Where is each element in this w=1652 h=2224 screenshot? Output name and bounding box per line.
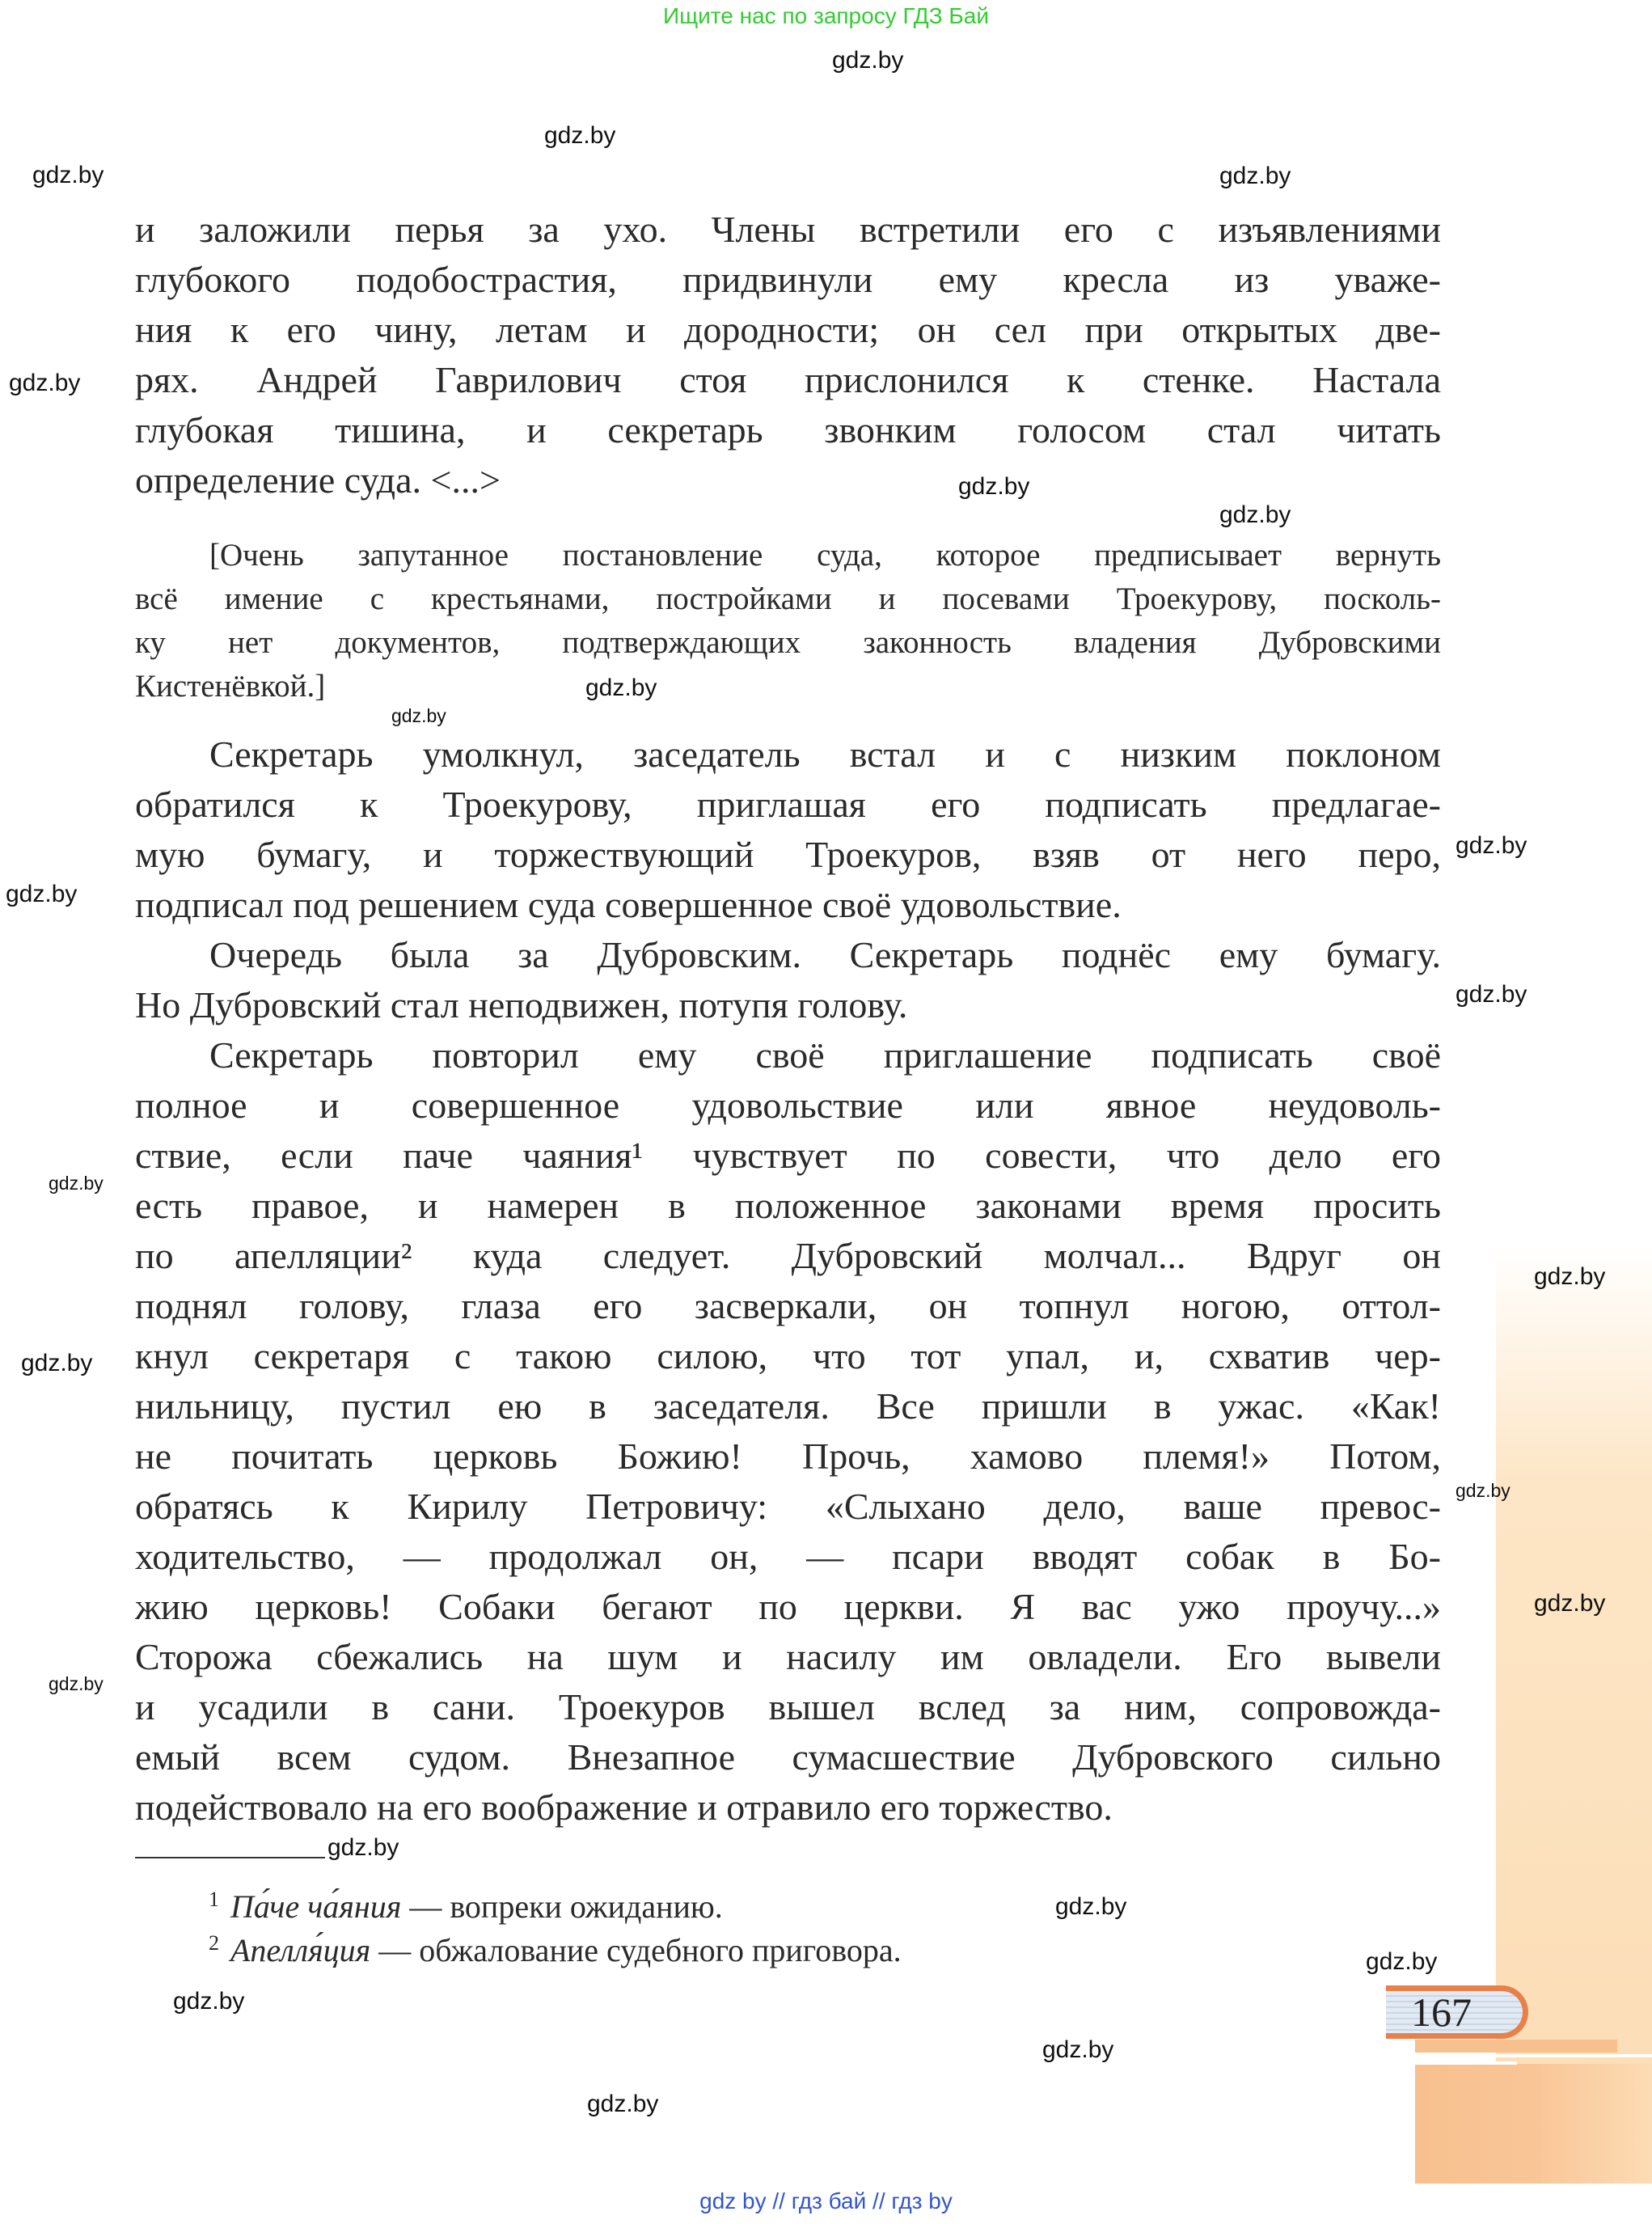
watermark: gdz.by	[1456, 981, 1527, 1008]
text-line: не почитать церковь Божию! Прочь, хамово племя!» Потом,	[135, 1435, 1441, 1477]
text-line: Секретарь повторил ему своё приглашение подписать своё	[209, 1034, 1441, 1076]
watermark: gdz.by	[49, 1673, 104, 1694]
footnote-term: Па́че ча́яния	[230, 1888, 402, 1925]
text-line: определение суда. <...>	[135, 459, 501, 501]
summary-line: Кистенёвкой.]	[135, 669, 326, 704]
footnote-rule	[135, 1857, 325, 1858]
watermark: gdz.by	[832, 47, 904, 74]
footnote-definition: — вопреки ожиданию.	[401, 1888, 723, 1925]
watermark: gdz.by	[1042, 2036, 1114, 2063]
watermark: gdz.by	[1456, 832, 1527, 859]
watermark: gdz.by	[544, 122, 616, 149]
text-line: подписал под решением суда совершенное своё удовольствие.	[135, 884, 1122, 925]
summary-bracket	[135, 534, 1441, 708]
text-line: подействовало на его воображение и отравило его торжество.	[135, 1786, 1113, 1828]
watermark: gdz.by	[587, 2091, 659, 2117]
text-line: по апелляции² куда следует. Дубровский молчал... Вдруг он	[135, 1235, 1441, 1276]
watermark: gdz.by	[173, 1988, 245, 2015]
text-line: кнул секретаря с такою силою, что тот упал, и, схватив чер-	[135, 1335, 1441, 1376]
text-line: Но Дубровский стал неподвижен, потупя голову.	[135, 984, 908, 1025]
text-line: поднял голову, глаза его засверкали, он топнул ногою, оттол-	[135, 1285, 1441, 1326]
text-block-1	[135, 205, 1441, 505]
watermark: gdz.by	[32, 162, 104, 188]
footnote-term: Апелля́ция	[230, 1932, 371, 1968]
text-line: глубокого подобострастия, придвинули ему кресла из уваже-	[135, 259, 1441, 300]
text-line: есть правое, и намерен в положенное законами время просить	[135, 1185, 1441, 1226]
text-line: жию церковь! Собаки бегают по церкви. Я вас ужо проучу...»	[135, 1586, 1441, 1627]
text-line: Сторожа сбежались на шум и насилу им овладели. Его вывели	[135, 1636, 1441, 1677]
summary-line: ку нет документов, подтверждающих законность владения Дубровскими	[135, 625, 1441, 660]
watermark: gdz.by	[49, 1173, 104, 1194]
watermark: gdz.by	[6, 881, 78, 907]
watermark: gdz.by	[9, 370, 81, 396]
top-banner[interactable]: Ищите нас по запросу ГДЗ Бай	[662, 3, 990, 28]
footnote-number: 2	[209, 1931, 219, 1955]
summary-line: всё имение с крестьянами, постройками и посевами Троекурову, посколь-	[135, 581, 1441, 616]
watermark: gdz.by	[1055, 1893, 1127, 1920]
footnote-2	[209, 1922, 902, 1972]
watermark: gdz.by	[327, 1834, 399, 1861]
text-line: ствие, если паче чаяния¹ чувствует по совести, что дело его	[135, 1135, 1441, 1176]
decorative-stripe	[1415, 2061, 1517, 2065]
watermark: gdz.by	[958, 473, 1030, 500]
watermark: gdz.by	[1219, 163, 1291, 189]
bottom-banner[interactable]: gdz by // гдз бай // гдз by	[699, 2188, 953, 2213]
text-line: ния к его чину, летам и дородности; он сел при открытых две-	[135, 309, 1441, 350]
footnote-definition: — обжалование судебного приговора.	[370, 1932, 902, 1968]
watermark: gdz.by	[1456, 1480, 1510, 1501]
text-line: и усадили в сани. Троекуров вышел вслед за ним, сопровожда-	[135, 1686, 1441, 1727]
text-line: мую бумагу, и торжествующий Троекуров, взяв от него перо,	[135, 834, 1441, 875]
watermark: gdz.by	[1534, 1263, 1606, 1290]
text-line: Очередь была за Дубровским. Секретарь поднёс ему бумагу.	[209, 934, 1441, 975]
watermark: gdz.by	[585, 674, 657, 701]
text-line: Секретарь умолкнул, заседатель встал и с низким поклоном	[209, 734, 1441, 775]
decorative-bottom-block	[1415, 2064, 1652, 2184]
text-line: полное и совершенное удовольствие или явное неудоволь-	[135, 1085, 1441, 1126]
watermark: gdz.by	[1219, 501, 1291, 528]
text-line: обратясь к Кирилу Петровичу: «Слыхано дело, ваше превос-	[135, 1486, 1441, 1527]
text-block-2	[135, 729, 1441, 1833]
watermark: gdz.by	[391, 705, 446, 726]
watermark: gdz.by	[21, 1350, 93, 1376]
page-number: 167	[1411, 1989, 1472, 2035]
watermark: gdz.by	[1534, 1590, 1606, 1617]
watermark: gdz.by	[1366, 1948, 1438, 1975]
text-line: ходительство, — продолжал он, — псари вводят собак в Бо-	[135, 1536, 1441, 1577]
text-line: емый всем судом. Внезапное сумасшествие Дубровского сильно	[135, 1736, 1441, 1778]
text-line: нильницу, пустил ею в заседателя. Все пришли в ужас. «Как!	[135, 1385, 1441, 1427]
text-line: глубокая тишина, и секретарь звонким голосом стал читать	[135, 409, 1441, 450]
text-line: и заложили перья за ухо. Члены встретили его с изъявлениями	[135, 209, 1441, 250]
decorative-bar	[1415, 2040, 1617, 2053]
footnote-number: 1	[209, 1888, 219, 1911]
decorative-stripe	[1415, 2054, 1652, 2057]
summary-line: [Очень запутанное постановление суда, которое предписывает вернуть	[209, 538, 1441, 573]
text-line: рях. Андрей Гаврилович стоя прислонился к стенке. Настала	[135, 359, 1441, 400]
text-line: обратился к Троекурову, приглашая его подписать предлагае-	[135, 784, 1441, 825]
